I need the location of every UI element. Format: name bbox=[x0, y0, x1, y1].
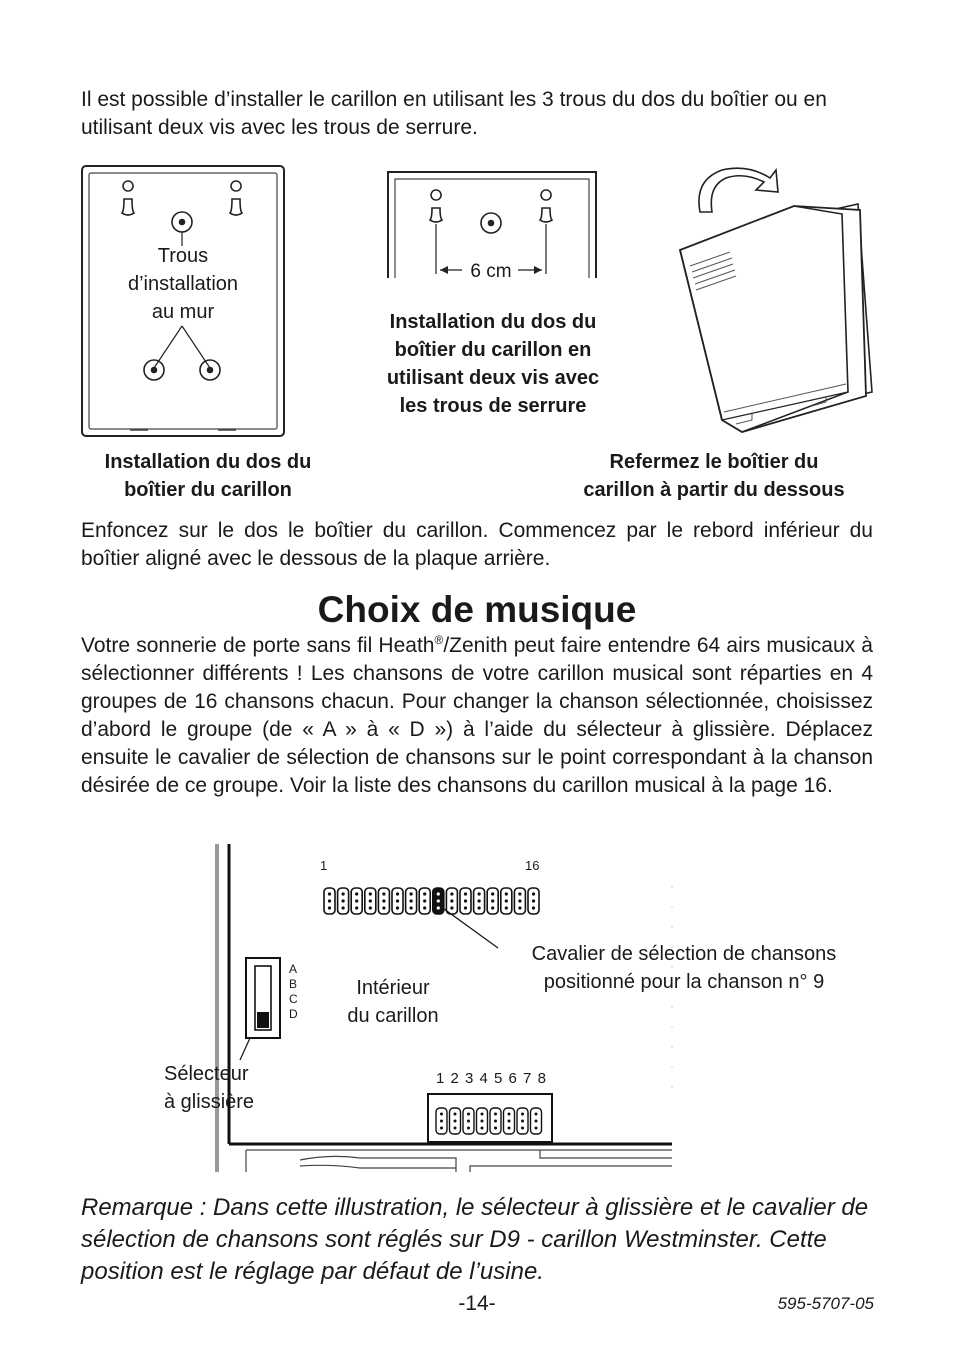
slider-letter: C bbox=[289, 992, 298, 1006]
pin-dot bbox=[491, 899, 494, 902]
pin-dot bbox=[481, 1120, 484, 1123]
pin-dot bbox=[464, 892, 467, 895]
page-number: -14- bbox=[458, 1292, 496, 1315]
pin-dot bbox=[342, 906, 345, 909]
pin-dot bbox=[454, 1113, 457, 1116]
pin-dot bbox=[423, 892, 426, 895]
pin-dot bbox=[535, 1120, 538, 1123]
pin-dot bbox=[505, 892, 508, 895]
pin-dot bbox=[508, 1120, 511, 1123]
pin-dot bbox=[440, 1113, 443, 1116]
pin-dot bbox=[532, 906, 535, 909]
pin-dot bbox=[494, 1127, 497, 1130]
pin-dot bbox=[505, 906, 508, 909]
pin-dot bbox=[396, 899, 399, 902]
pin-dot bbox=[518, 892, 521, 895]
pin-dot bbox=[467, 1127, 470, 1130]
pin-dot bbox=[450, 906, 453, 909]
pin-dot bbox=[454, 1120, 457, 1123]
pin-dot bbox=[518, 906, 521, 909]
pin-dot bbox=[396, 892, 399, 895]
pin-dot bbox=[328, 892, 331, 895]
pin-dot bbox=[382, 906, 385, 909]
pin-dot bbox=[535, 1127, 538, 1130]
pin-dot bbox=[342, 892, 345, 895]
pin-dot bbox=[478, 899, 481, 902]
pin-dot bbox=[464, 906, 467, 909]
slider-letters bbox=[289, 962, 303, 1022]
pin-dot bbox=[494, 1113, 497, 1116]
intro-paragraph: Il est possible d’installer le carillon en utilisant les 3 trous du dos du boîtier ou en utilisant deux vis avec les trous de serrure. bbox=[81, 88, 827, 139]
pin-dot bbox=[532, 899, 535, 902]
pin-dot bbox=[328, 899, 331, 902]
pin-dot bbox=[505, 899, 508, 902]
jumper-label: Cavalier de sélection de chansons positionné pour la chanson n° 9 bbox=[531, 943, 837, 993]
pin-dot bbox=[467, 1113, 470, 1116]
pin-dot bbox=[437, 892, 440, 895]
pin-dot bbox=[328, 906, 331, 909]
pin-dot bbox=[481, 1127, 484, 1130]
note-paragraph: Remarque : Dans cette illustration, le sélecteur à glissière et le cavalier de sélection de chansons sont réglés sur D9 - carillon Westminster. Cette position est le réglage par défaut de l’usine. bbox=[81, 1194, 869, 1285]
pin-dot bbox=[521, 1113, 524, 1116]
header-label-start: 1 bbox=[320, 858, 328, 873]
pin-dot bbox=[382, 899, 385, 902]
pin-dot bbox=[491, 906, 494, 909]
pin-dot bbox=[464, 899, 467, 902]
pin-dot bbox=[423, 899, 426, 902]
pin-dot bbox=[450, 892, 453, 895]
pin-dot bbox=[467, 1120, 470, 1123]
document-number: 595-5707-05 bbox=[777, 1294, 874, 1313]
pin-dot bbox=[437, 899, 440, 902]
pin-dot bbox=[521, 1127, 524, 1130]
pin-dot bbox=[494, 1120, 497, 1123]
body-paragraph: Votre sonnerie de porte sans fil Heath®/Zenith peut faire entendre 64 airs musicaux à sélectionner différents ! Les chansons de votre carillon musical sont réparties en 4 groupes de 16 chansons chacun. Pour changer la chanson sélectionnée, choisissez d’abord le groupe (de « A » à « D ») à l’aide du sélecteur à glissière. Déplacez ensuite le cavalier de sélection de chansons sur le point correspondant à la chanson désirée de ce groupe. Voir la liste des chansons du carillon musical à la page 16. bbox=[81, 633, 873, 797]
song-jumper-header bbox=[324, 888, 539, 914]
pin-dot bbox=[508, 1113, 511, 1116]
pin-dot bbox=[478, 906, 481, 909]
pin-dot bbox=[369, 906, 372, 909]
pin-dot bbox=[454, 1127, 457, 1130]
pin-dot bbox=[440, 1127, 443, 1130]
pin-dot bbox=[355, 899, 358, 902]
slider-letter: D bbox=[289, 1007, 298, 1021]
slider-label: Sélecteur à glissière bbox=[164, 1063, 255, 1113]
pin-dot bbox=[410, 906, 413, 909]
interior-label: Intérieur du carillon bbox=[347, 977, 439, 1027]
figure3-caption: Refermez le boîtier du carillon à partir du dessous bbox=[583, 451, 845, 501]
pin-dot bbox=[423, 906, 426, 909]
slider-letter: A bbox=[289, 962, 298, 976]
pin-dot bbox=[410, 899, 413, 902]
wall-holes-label: Trous d’installation au mur bbox=[127, 245, 239, 323]
pin-dot bbox=[532, 892, 535, 895]
pin-dot bbox=[437, 906, 440, 909]
pin-dot bbox=[535, 1113, 538, 1116]
pin-dot bbox=[382, 892, 385, 895]
pin-dot bbox=[481, 1113, 484, 1116]
figure1-caption: Installation du dos du boîtier du carillon bbox=[104, 451, 312, 501]
pin-dot bbox=[410, 892, 413, 895]
pin-dot bbox=[518, 899, 521, 902]
section-title: Choix de musique bbox=[317, 589, 637, 630]
push-paragraph: Enfoncez sur le dos le boîtier du carillon. Commencez par le rebord inférieur du boîtier aligné avec le dessous de la plaque arrière. bbox=[81, 519, 873, 570]
pin-dot bbox=[369, 899, 372, 902]
pin-dot bbox=[521, 1120, 524, 1123]
pin-dot bbox=[508, 1127, 511, 1130]
pin-dot bbox=[355, 906, 358, 909]
pin-dot bbox=[396, 906, 399, 909]
pin-dot bbox=[491, 892, 494, 895]
pin-dot bbox=[440, 1120, 443, 1123]
pin-dot bbox=[450, 899, 453, 902]
pin-dot bbox=[342, 899, 345, 902]
header-label-end: 16 bbox=[525, 858, 540, 873]
dimension-label: 6 cm bbox=[470, 261, 512, 282]
pin-dot bbox=[355, 892, 358, 895]
pin-dot bbox=[369, 892, 372, 895]
pin-dot bbox=[478, 892, 481, 895]
bottom-header-label: 1 2 3 4 5 6 7 8 bbox=[436, 1070, 547, 1087]
slider-letter: B bbox=[289, 977, 298, 991]
figure2-caption: Installation du dos du boîtier du carillon en utilisant deux vis avec les trous de serrure bbox=[386, 311, 600, 417]
